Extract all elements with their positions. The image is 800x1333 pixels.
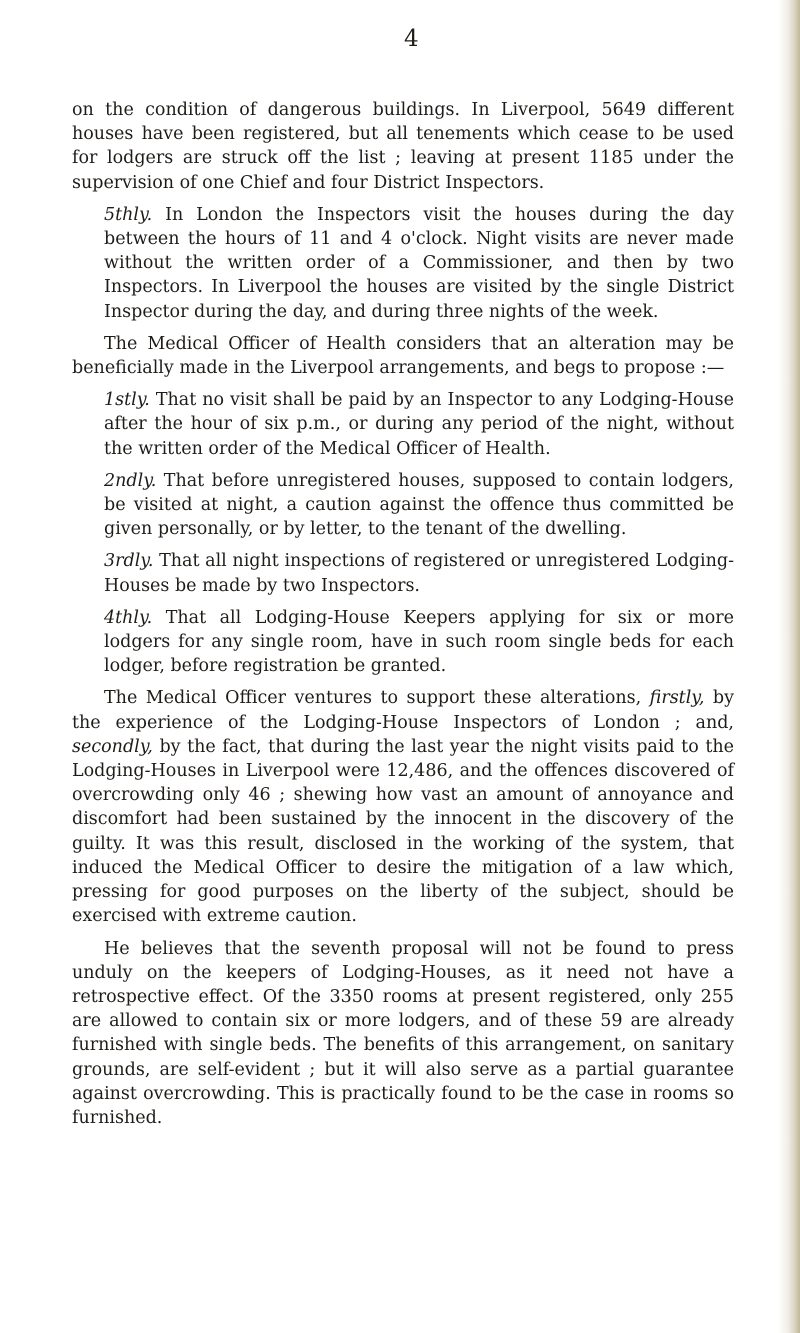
paragraph-secondly	[72, 469, 734, 542]
ordinal-label: 5thly.	[104, 204, 153, 225]
page-number: 4	[404, 26, 419, 52]
paragraph-text: In London the Inspectors visit the houses during the day between the hours of 11 and 4 o'clock. Night visits are never made without the written order of a Commissioner, and then by two Inspectors. In Liverpool the houses are visited by the single District Inspector during the day, and during three nights of the week.	[104, 204, 734, 322]
paragraph-text: That all night inspections of registered or unregistered Lodging-Houses be made by two Inspectors.	[104, 551, 734, 596]
ordinal-label: 1stly.	[104, 390, 150, 411]
page-edge	[778, 0, 800, 1333]
ordinal-label: 4thly.	[104, 607, 153, 628]
paragraph-proposal-intro	[72, 332, 734, 380]
paragraph-text: He believes that the seventh proposal will not be found to press unduly on the keepers of Lodging-Houses, as it need not have a retrospective effect. Of the 3350 rooms at present registered, only 255 are allowed to contain six or more lodgers, and of these 59 are already furnished with single beds. The benefits of this arrangement, on sanitary grounds, are self-evident ; but it will also serve as a partial guarantee against overcrowding. This is practically found to be the case in rooms so furnished.	[72, 938, 734, 1128]
emphasis-secondly: secondly,	[72, 736, 153, 757]
paragraph-text: The Medical Officer of Health considers that an alteration may be beneficially made in the Liverpool arrangements, and begs to propose :—	[72, 333, 734, 379]
paragraph-seventh-proposal	[72, 937, 734, 1131]
emphasis-firstly: firstly,	[649, 688, 705, 709]
ordinal-label: 2ndly.	[104, 470, 157, 491]
paragraph-text: That no visit shall be paid by an Inspector to any Lodging-House after the hour of six p.m., or during any period of the night, without the written order of the Medical Officer of Health.	[104, 390, 734, 459]
paragraph-support	[72, 686, 734, 928]
paragraph-text: on the condition of dangerous buildings. In Liverpool, 5649 different houses have been registered, but all tenements which cease to be used for lodgers are struck off the list ; leaving at present 1185 under the supervision of one Chief and four District Inspectors.	[72, 100, 734, 193]
paragraph-text-post: by the fact, that during the last year the night visits paid to the Lodging-Houses in Liverpool were 12,486, and the offences discovered of overcrowding only 46 ; shewing how vast an amount of annoyance and discomfort had been sustained by the innocent in the discovery of the guilty. It was this result, disclosed in the working of the system, that induced the Medical Officer to desire the mitigation of a law which, pressing for good purposes on the liberty of the subject, should be exercised with extreme caution.	[72, 736, 734, 927]
ordinal-label: 3rdly.	[104, 551, 154, 572]
paragraph-text: That before unregistered houses, supposed to contain lodgers, be visited at night, a caution against the offence thus committed be given personally, or by letter, to the tenant of the dwelling.	[104, 470, 734, 540]
body-text	[72, 98, 734, 1138]
paragraph-firstly	[72, 388, 734, 461]
paragraph-continuation	[72, 98, 734, 195]
paragraph-text-pre: The Medical Officer ventures to support these alterations,	[104, 688, 642, 709]
paragraph-text-mid: by the experience of the Lodging-House Inspectors of London ; and,	[72, 688, 734, 733]
paragraph-thirdly	[72, 549, 734, 597]
paragraph-fourthly	[72, 606, 734, 679]
paragraph-fifthly	[72, 203, 734, 324]
paragraph-text: That all Lodging-House Keepers applying for six or more lodgers for any single room, have in such room single beds for each lodger, before registration be granted.	[104, 607, 734, 677]
